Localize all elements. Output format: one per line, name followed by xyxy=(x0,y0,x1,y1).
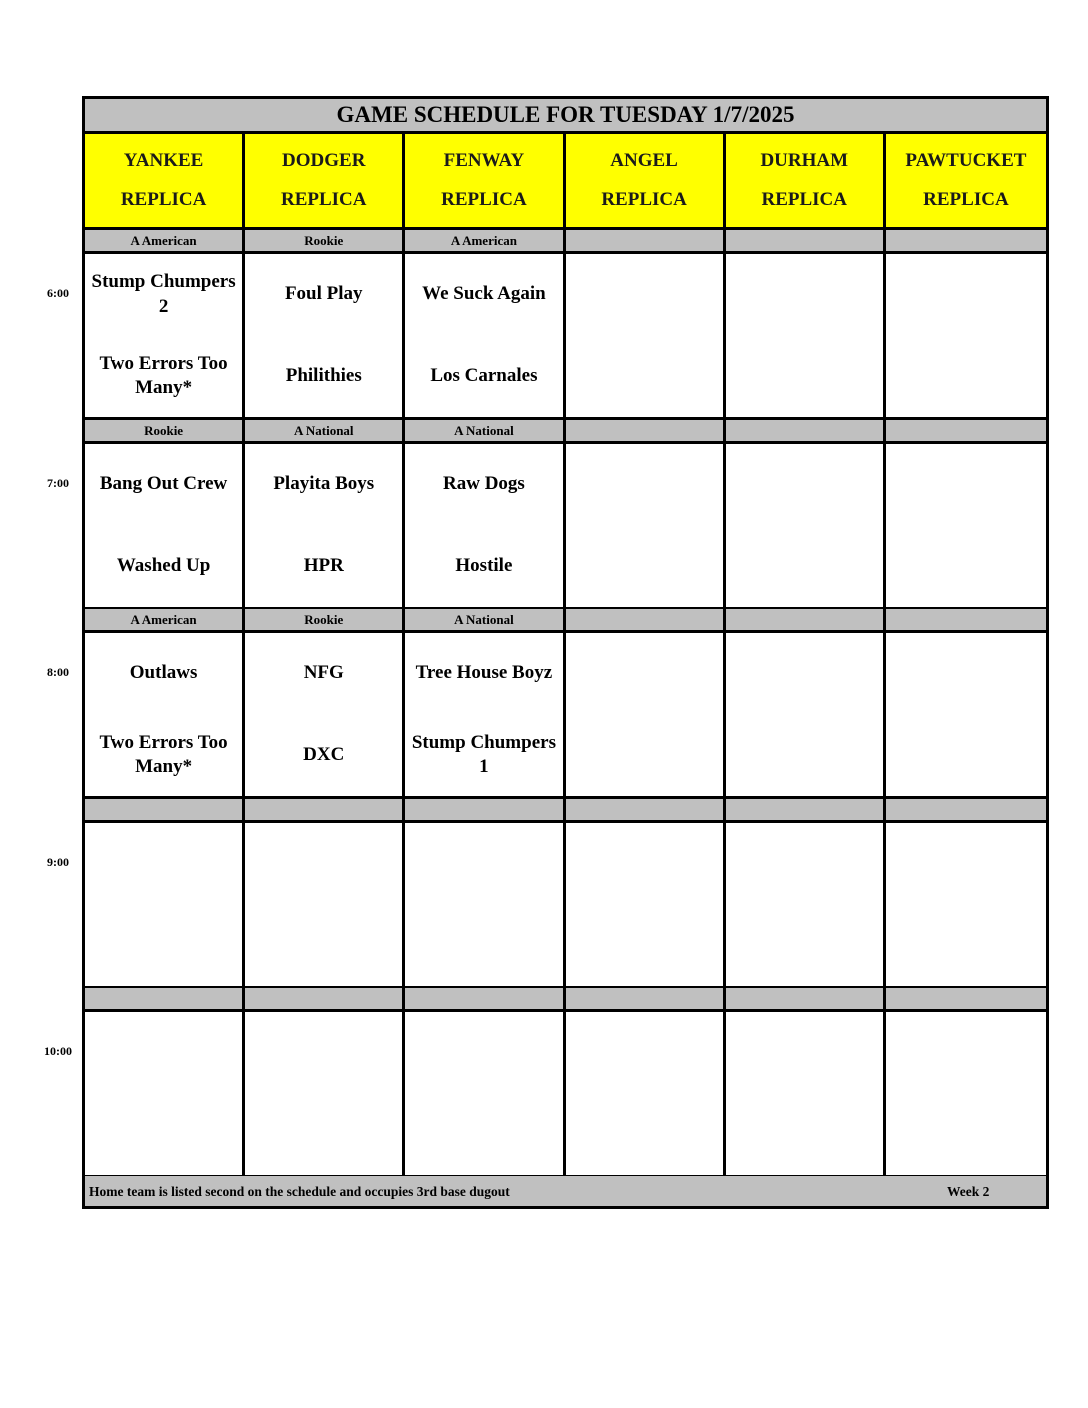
time-label: 9:00 xyxy=(47,855,69,869)
away-team xyxy=(566,444,723,526)
away-team xyxy=(886,254,1046,336)
away-team xyxy=(85,1012,242,1094)
game-row xyxy=(85,1012,1046,1178)
home-team xyxy=(566,1094,723,1176)
home-team xyxy=(405,1094,562,1176)
game-cell xyxy=(245,633,405,796)
home-team xyxy=(726,905,883,987)
schedule-title: GAME SCHEDULE FOR TUESDAY 1/7/2025 xyxy=(85,99,1046,134)
game-cell xyxy=(405,823,565,986)
division-label xyxy=(726,230,886,251)
time-slot xyxy=(85,799,1046,989)
field-type: REPLICA xyxy=(441,188,527,210)
game-cell xyxy=(566,823,726,986)
division-label xyxy=(85,799,245,820)
division-label: Rookie xyxy=(85,420,245,441)
field-header-yankee xyxy=(85,134,245,227)
home-team xyxy=(726,715,883,797)
away-team xyxy=(886,444,1046,526)
away-team: Outlaws xyxy=(129,662,198,684)
home-team xyxy=(245,1094,402,1176)
division-row xyxy=(85,230,1046,254)
field-type: REPLICA xyxy=(923,188,1009,210)
away-team xyxy=(726,444,883,526)
home-team: Stump Chumpers 1 xyxy=(411,731,556,778)
home-team xyxy=(726,526,883,608)
schedule-sheet xyxy=(82,96,1049,1209)
away-team xyxy=(726,254,883,336)
game-cell xyxy=(405,254,565,417)
division-label xyxy=(886,609,1046,630)
game-row xyxy=(85,254,1046,420)
game-cell xyxy=(726,444,886,607)
field-name: DODGER xyxy=(282,150,366,172)
division-label xyxy=(566,230,726,251)
field-type: REPLICA xyxy=(761,188,847,210)
game-row xyxy=(85,444,1046,610)
field-name: PAWTUCKET xyxy=(905,150,1027,172)
field-name: ANGEL xyxy=(610,150,678,172)
game-cell xyxy=(566,633,726,796)
game-cell xyxy=(886,1012,1046,1175)
division-label xyxy=(85,988,245,1009)
home-team xyxy=(566,905,723,987)
division-row xyxy=(85,988,1046,1012)
field-header-fenway xyxy=(405,134,565,227)
home-team: Hostile xyxy=(455,554,513,576)
division-label xyxy=(245,988,405,1009)
time-label: 8:00 xyxy=(47,665,69,679)
game-row xyxy=(85,823,1046,989)
division-label xyxy=(886,988,1046,1009)
home-team: HPR xyxy=(303,554,344,576)
division-label xyxy=(245,799,405,820)
division-label xyxy=(405,988,565,1009)
away-team: Tree House Boyz xyxy=(415,662,553,684)
away-team: NFG xyxy=(303,662,344,684)
home-team xyxy=(85,905,242,987)
game-row xyxy=(85,633,1046,799)
division-label xyxy=(886,230,1046,251)
division-label: A National xyxy=(405,420,565,441)
game-cell xyxy=(85,254,245,417)
home-team xyxy=(886,715,1046,797)
game-cell xyxy=(726,1012,886,1175)
home-team xyxy=(886,1094,1046,1176)
time-slot xyxy=(85,420,1046,610)
away-team xyxy=(405,1012,562,1094)
away-team xyxy=(85,823,242,905)
division-label xyxy=(405,799,565,820)
away-team xyxy=(886,633,1046,715)
field-header-dodger xyxy=(245,134,405,227)
time-slot xyxy=(85,609,1046,799)
game-cell xyxy=(726,823,886,986)
home-team: Philithies xyxy=(285,364,362,386)
division-label xyxy=(726,988,886,1009)
division-label xyxy=(726,420,886,441)
away-team: Raw Dogs xyxy=(443,473,525,495)
home-team xyxy=(566,526,723,608)
game-cell xyxy=(405,1012,565,1175)
field-header-durham xyxy=(726,134,886,227)
division-label xyxy=(566,609,726,630)
home-team: Two Errors Too Many* xyxy=(99,731,228,778)
division-label xyxy=(886,799,1046,820)
away-team xyxy=(726,823,883,905)
division-row xyxy=(85,609,1046,633)
division-label: A American xyxy=(85,230,245,251)
home-team xyxy=(566,336,723,418)
field-header-angel xyxy=(566,134,726,227)
home-team xyxy=(245,905,402,987)
field-header-row xyxy=(85,134,1046,230)
away-team xyxy=(886,823,1046,905)
division-label: A National xyxy=(245,420,405,441)
home-team-note: Home team is listed second on the schedule and occupies 3rd base dugout xyxy=(89,1184,510,1199)
away-team: Foul Play xyxy=(284,283,363,305)
game-cell xyxy=(886,254,1046,417)
away-team: Playita Boys xyxy=(273,473,375,495)
division-label: A National xyxy=(405,609,565,630)
time-label: 6:00 xyxy=(47,286,69,300)
home-team xyxy=(85,1094,242,1176)
time-label: 10:00 xyxy=(44,1044,72,1058)
away-team xyxy=(726,1012,883,1094)
division-row xyxy=(85,799,1046,823)
home-team xyxy=(726,1094,883,1176)
game-cell xyxy=(85,823,245,986)
away-team: Bang Out Crew xyxy=(99,473,228,495)
away-team xyxy=(726,633,883,715)
game-cell xyxy=(85,633,245,796)
division-label xyxy=(726,799,886,820)
week-label: Week 2 xyxy=(947,1184,990,1199)
away-team xyxy=(566,633,723,715)
game-cell xyxy=(405,633,565,796)
footer-bar xyxy=(85,1176,1046,1206)
game-cell xyxy=(886,444,1046,607)
home-team: Washed Up xyxy=(116,554,211,576)
away-team xyxy=(886,1012,1046,1094)
away-team xyxy=(566,823,723,905)
field-type: REPLICA xyxy=(120,188,207,210)
game-cell xyxy=(405,444,565,607)
away-team xyxy=(245,823,402,905)
home-team xyxy=(886,905,1046,987)
home-team xyxy=(886,336,1046,418)
home-team xyxy=(726,336,883,418)
game-cell xyxy=(85,444,245,607)
home-team: Los Carnales xyxy=(430,364,538,386)
away-team: We Suck Again xyxy=(422,283,546,305)
away-team xyxy=(405,823,562,905)
game-cell xyxy=(245,254,405,417)
game-cell xyxy=(566,1012,726,1175)
away-team xyxy=(245,1012,402,1094)
home-team xyxy=(886,526,1046,608)
away-team xyxy=(566,1012,723,1094)
game-cell xyxy=(726,254,886,417)
division-label: A American xyxy=(405,230,565,251)
division-label: Rookie xyxy=(245,609,405,630)
field-header-pawtucket xyxy=(886,134,1046,227)
game-cell xyxy=(726,633,886,796)
game-cell xyxy=(85,1012,245,1175)
away-team: Stump Chumpers 2 xyxy=(91,271,236,317)
away-team xyxy=(566,254,723,336)
field-name: YANKEE xyxy=(123,150,204,172)
division-label: A American xyxy=(85,609,245,630)
division-label xyxy=(566,420,726,441)
game-cell xyxy=(245,1012,405,1175)
game-cell xyxy=(886,633,1046,796)
division-label xyxy=(566,799,726,820)
game-cell xyxy=(245,444,405,607)
division-row xyxy=(85,420,1046,444)
field-name: FENWAY xyxy=(443,150,525,172)
division-label: Rookie xyxy=(245,230,405,251)
field-type: REPLICA xyxy=(601,188,687,210)
time-slot xyxy=(85,230,1046,420)
game-cell xyxy=(566,254,726,417)
time-slot xyxy=(85,988,1046,1178)
field-name: DURHAM xyxy=(760,150,849,172)
home-team xyxy=(566,715,723,797)
time-label: 7:00 xyxy=(47,476,69,490)
game-cell xyxy=(245,823,405,986)
division-label xyxy=(886,420,1046,441)
home-team xyxy=(405,905,562,987)
game-cell xyxy=(566,444,726,607)
game-cell xyxy=(886,823,1046,986)
home-team: Two Errors Too Many* xyxy=(99,352,228,399)
home-team: DXC xyxy=(303,743,345,765)
division-label xyxy=(566,988,726,1009)
division-label xyxy=(726,609,886,630)
field-type: REPLICA xyxy=(280,188,367,210)
